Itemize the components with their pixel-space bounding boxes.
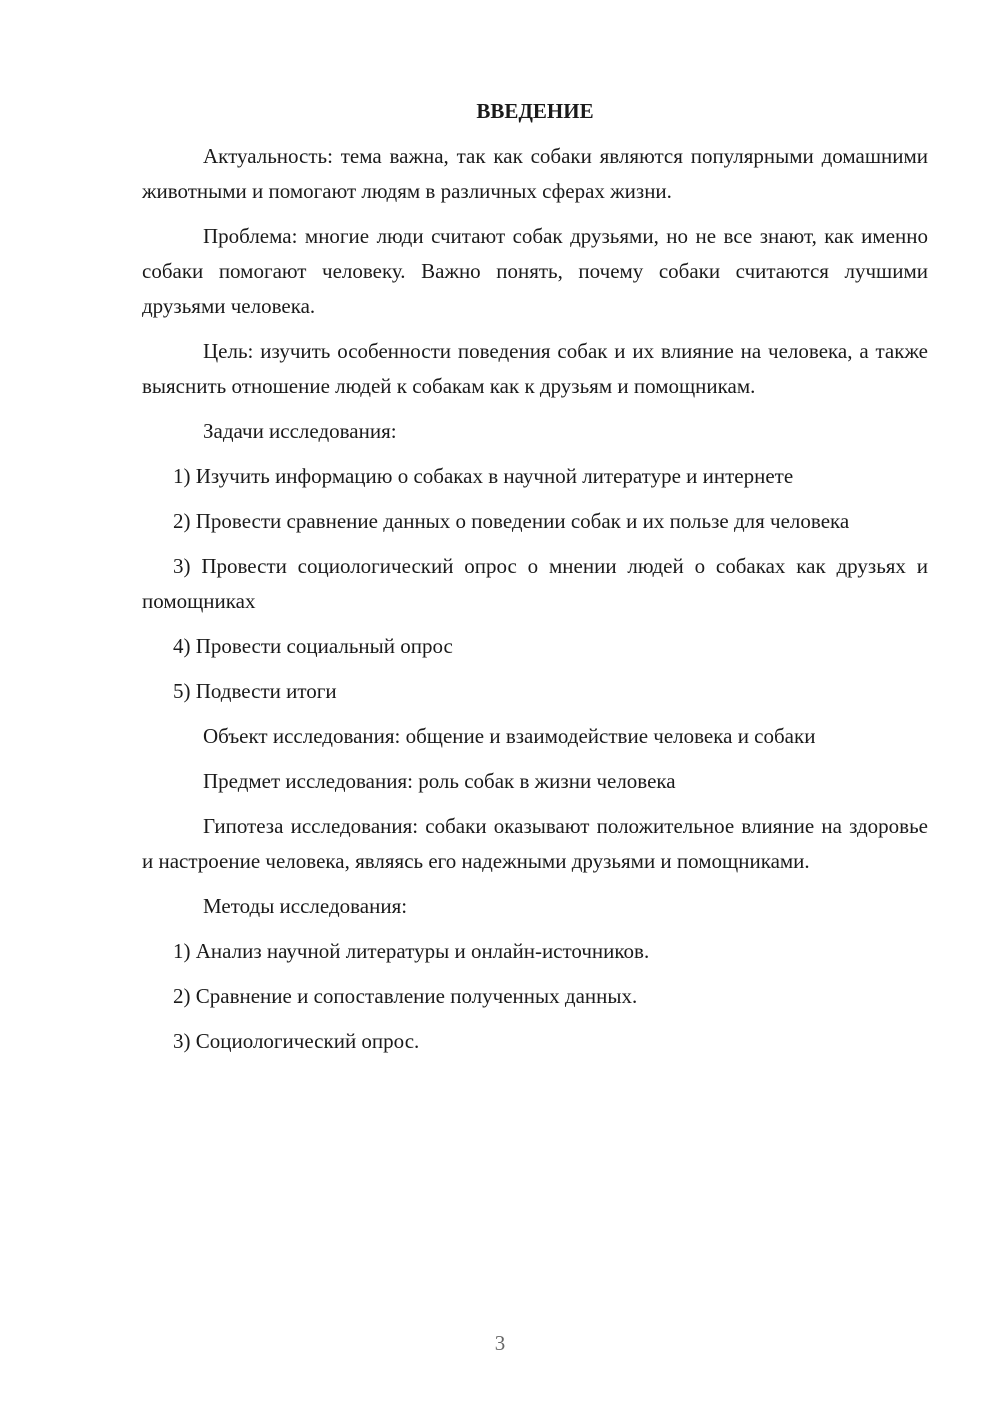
- problem-paragraph: Проблема: многие люди считают собак друзьями, но не все знают, как именно собаки помогают человеку. Важно понять, почему собаки считаются лучшими друзьями человека.: [142, 224, 928, 318]
- page-number: 3: [494, 1331, 506, 1355]
- goal-paragraph: Цель: изучить особенности поведения собак и их влияние на человека, а также выяснить отношение людей к собакам как к друзьям и помощникам.: [142, 339, 928, 398]
- tasks-heading: Задачи исследования:: [203, 419, 397, 443]
- methods-heading: Методы исследования:: [203, 894, 408, 918]
- task-item: 4) Провести социальный опрос: [173, 634, 453, 658]
- subject-paragraph: Предмет исследования: роль собак в жизни человека: [203, 769, 676, 793]
- method-item: 1) Анализ научной литературы и онлайн-источников.: [173, 939, 650, 963]
- relevance-paragraph: Актуальность: тема важна, так как собаки являются популярными домашними животными и помогают людям в различных сферах жизни.: [142, 144, 928, 203]
- hypothesis-paragraph: Гипотеза исследования: собаки оказывают положительное влияние на здоровье и настроение человека, являясь его надежными друзьями и помощниками.: [142, 814, 928, 873]
- task-item: 2) Провести сравнение данных о поведении собак и их пользе для человека: [173, 509, 850, 533]
- task-item: 5) Подвести итоги: [173, 679, 337, 703]
- document-page: [142, 94, 928, 1069]
- object-paragraph: Объект исследования: общение и взаимодействие человека и собаки: [203, 724, 816, 748]
- section-title: ВВЕДЕНИЕ: [476, 99, 594, 123]
- task-item: 3) Провести социологический опрос о мнении людей о собаках как друзьях и помощниках: [142, 554, 928, 613]
- method-item: 3) Социологический опрос.: [173, 1029, 420, 1053]
- method-item: 2) Сравнение и сопоставление полученных данных.: [173, 984, 638, 1008]
- task-item: 1) Изучить информацию о собаках в научной литературе и интернете: [173, 464, 794, 488]
